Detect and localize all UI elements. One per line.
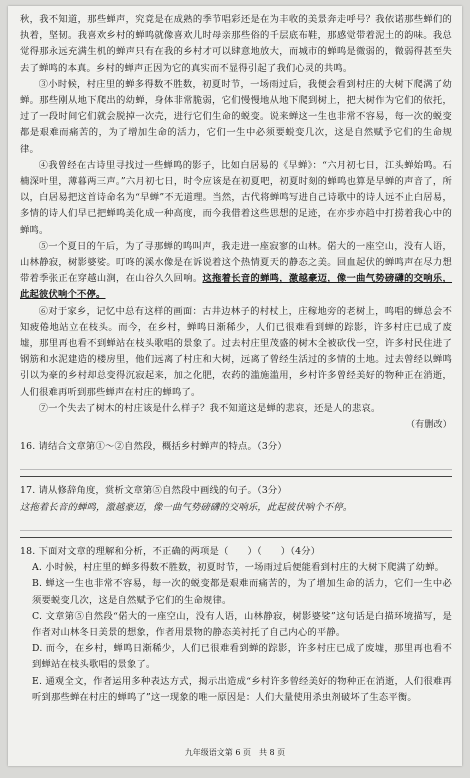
underlined-sentence: 这拖着长音的蝉鸣，激越豪迈，像一曲气势磅礴的交响乐，此起彼伏响个不停。 bbox=[20, 273, 453, 301]
source-note: （有删改） bbox=[405, 420, 452, 431]
article-paragraph-3: ③小时候，村庄里的蝉多得数不胜数，初夏时节，一场雨过后，我便会看到村庄的大树下爬满了幼蝉。那些刚从地下爬出的幼蝉，身体非常脆弱，它们慢慢地从地下爬到树上，把大树作为它们的依托，过了一段时间它们就会脱掉一次壳，进行它们生命的蜕变。说来蝉这一生也非常不容易，每一次的蜕变都是艰难而痛苦的，为了增加生命的活力，它们一生中必须要蜕变几次，这是自然赋予它们的生命规律。 bbox=[20, 78, 452, 155]
page-footer: 九年级语文第 6 页 共 8 页 bbox=[184, 748, 286, 757]
question-17-answer: 这拖着长音的蝉鸣，激越豪迈，像一曲气势磅礴的交响乐，此起彼伏响个不停。 bbox=[20, 501, 353, 513]
option-a: A. 小时候，村庄里的蝉多得数不胜数，初夏时节，一场雨过后便能看到村庄的大树下爬满了幼蝉。 bbox=[32, 562, 445, 574]
article-paragraph-6: ⑥对于家乡，记忆中总有这样的画面：古井边林子的村杖上，庄稼地旁的老树上，鸣唱的蝉总会不知疲倦地站立在枝头。而今，在乡村，蝉鸣日渐稀少，人们已很难看到蝉的踪影，许多村庄已成了废墟，那里再也看不到蝉站在枝头歌唱的景象了。过去村庄里茂盛的树木全被砍伐一空，许多村民住进了钢筋和水泥建造的楼房里，他们远离了村庄和大树，远离了曾经生活过的多情的土地。过去曾经以蝉鸣引以为豪的乡村却总变得沉寂起来，加之化肥，农药的滥施滥用，乡村许多曾经美好的物种正在消逝，人们很难再听到那些蝉声在村庄的蝉鸣了。 bbox=[20, 305, 452, 398]
article-paragraph-7: ⑦一个失去了树木的村庄该是什么样子？我不知道这是蝉的悲哀，还是人的悲哀。 bbox=[38, 402, 381, 414]
question-17-text: 17. 请从修辞角度，赏析文章第⑤自然段中画线的句子。（3分） bbox=[20, 485, 287, 497]
question-16-text: 16. 请结合文章第①～②自然段，概括乡村蝉声的特点。（3分） bbox=[20, 441, 287, 453]
question-18-text: 18. 下面对文章的理解和分析，不正确的两项是（ ）（ ）（4分） bbox=[20, 545, 321, 557]
answer-line[interactable] bbox=[20, 518, 452, 531]
question-18 bbox=[20, 544, 452, 706]
divider bbox=[20, 537, 452, 538]
article-paragraph-5 bbox=[20, 239, 452, 304]
question-17 bbox=[20, 483, 452, 530]
option-d: D. 而今，在乡村，蝉鸣日渐稀少，人们已很难看到蝉的踪影，许多村庄已成了废墟，那里再也看不到蝉站在枝头歌唱的景象了。 bbox=[32, 643, 452, 671]
divider bbox=[20, 476, 452, 477]
paragraph-5-text: ⑤一个夏日的午后，为了寻那蝉的鸣叫声，我走进一座寂寥的山林。偌大的一座空山，没有人语，山林静寂，树影婆娑。叮咚的溪水像是在诉说着这个热情夏天的静态之美。回血起伏的蝉鸣声在尽力想带着季张正在穿越山涧，在山谷久久回响。 bbox=[20, 240, 452, 285]
answer-line[interactable] bbox=[20, 457, 452, 470]
exam-page bbox=[8, 6, 462, 766]
option-b: B. 蝉这一生也非常不容易，每一次的蜕变都是艰难而痛苦的，为了增加生命的活力，它们一生中必须要蜕变几次，这是自然赋予它们的生命规律。 bbox=[32, 578, 452, 606]
question-16 bbox=[20, 439, 452, 470]
option-e: E. 通观全文，作者运用多种表达方式，揭示出造成“乡村许多曾经美好的物种正在消逝，人们很难再听到那些蝉在村庄的蝉鸣了”这一现象的唯一原因是：人们大量使用杀虫剂破坏了生态平衡。 bbox=[32, 675, 452, 703]
article-paragraph-4: ④我曾经在古诗里寻找过一些蝉鸣的影子，比如白居易的《早蝉》：“六月初七日，江头蝉始鸣。石楠深叶里，薄暮两三声。”六月初七日，时令应该是在初夏吧，初夏时刻的蝉鸣也算是早蝉的声音了，所以，白居易把这首诗命名为“早蝉”不无道理。当然，古代将蝉鸣写进自己诗歌中的诗人远不止白居易，多情的诗人们早已把蝉鸣美化成一种高度，而今我借着这些思想的足迹，在亦步亦趋中打捞着我心中的蝉鸣。 bbox=[20, 159, 452, 236]
page-content bbox=[8, 6, 462, 706]
article-paragraph-top: 秋，我不知道，那些蝉声，究竟是在成熟的季节唱彩还是在为丰收的美景奔走呼号？我依诺那些蝉们的执着，坚韧。我喜欢乡村的蝉鸣就像喜欢儿时母亲那些俗的千层底布鞋，那感觉带着泥土的韵味。我总觉得那永远充满生机的蝉声只有在我的乡村才可以肆意地放大，而城市的蝉鸣是微弱的，微弱得甚至失去了蝉鸣的本真。乡村的蝉声正因为它的真实而不显得引起了我们心灵的共鸣。 bbox=[20, 14, 452, 74]
option-c: C. 文章第⑤自然段“偌大的一座空山，没有人语，山林静寂，树影婆娑”这句话是白描环境描写，是作者对山林冬日美景的想象，作者用景物的静态美衬托了自己内心的平静。 bbox=[32, 610, 452, 638]
